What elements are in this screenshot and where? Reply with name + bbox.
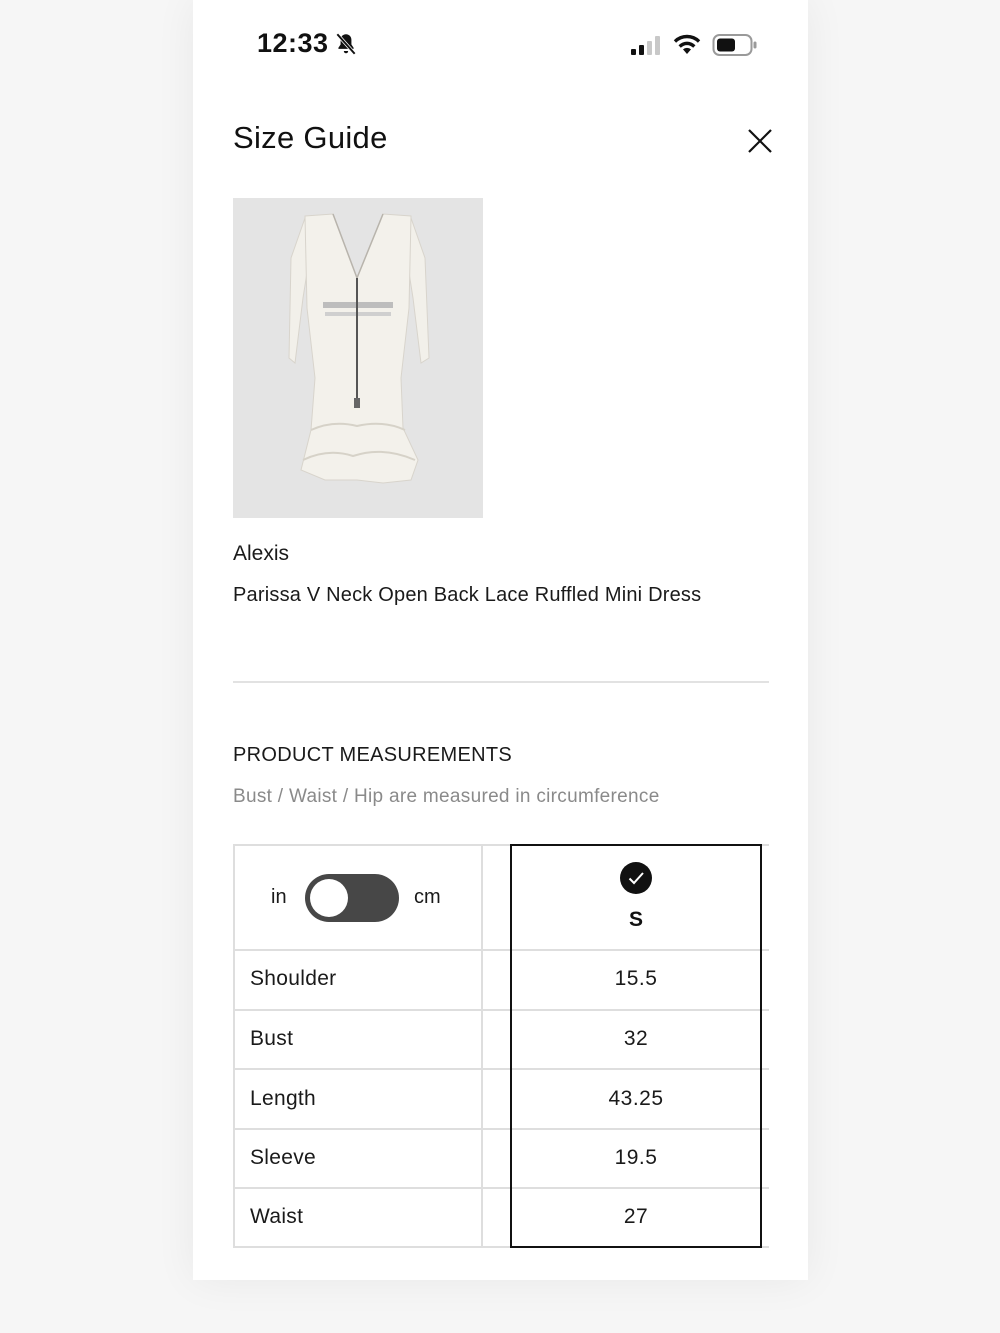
measurements-table [233,844,769,1248]
size-guide-screen [193,0,808,1280]
page-title: Size Guide [233,120,388,155]
table-column-divider [481,844,483,1248]
signal-icon [630,34,662,56]
close-icon [741,122,779,160]
size-label: S [628,908,643,931]
value-sleeve: 19.5 [614,1146,658,1169]
size-column-s[interactable] [510,844,762,1248]
row-label-waist: Waist [250,1205,304,1228]
bell-muted-icon [333,31,359,57]
row-label-sleeve: Sleeve [250,1146,317,1169]
section-divider [233,681,769,683]
wifi-icon [672,34,702,56]
unit-toggle[interactable] [305,874,399,922]
toggle-knob [310,879,348,917]
product-image [233,198,483,518]
product-brand: Alexis [233,542,290,565]
value-shoulder: 15.5 [614,967,658,990]
unit-label-cm: cm [414,886,441,908]
close-button[interactable] [741,122,779,160]
lace-dress-image [233,198,483,518]
product-name: Parissa V Neck Open Back Lace Ruffled Mini Dress [233,584,702,606]
status-icons [630,33,758,57]
measurements-title: PRODUCT MEASUREMENTS [233,744,512,766]
value-waist: 27 [623,1205,649,1228]
table-border-left [233,844,235,1248]
battery-icon [712,33,758,57]
row-label-length: Length [250,1087,317,1110]
row-label-shoulder: Shoulder [250,967,337,990]
status-time-text: 12:33 [257,28,329,58]
unit-label-in: in [271,886,287,908]
value-length: 43.25 [608,1087,664,1110]
row-label-bust: Bust [250,1027,294,1050]
status-time [257,28,359,59]
value-bust: 32 [623,1027,649,1050]
check-icon [620,862,652,894]
measurements-subtitle: Bust / Waist / Hip are measured in circumference [233,786,660,807]
